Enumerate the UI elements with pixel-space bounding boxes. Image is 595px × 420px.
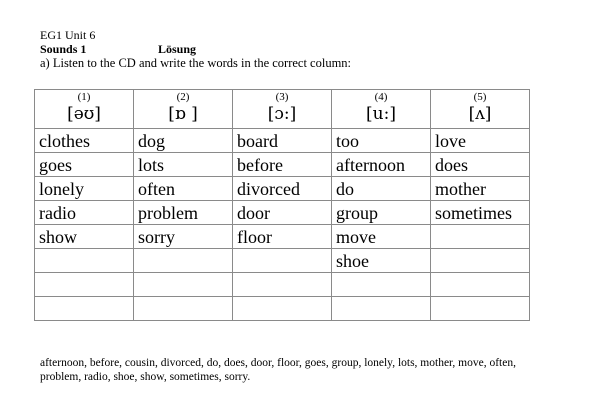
- worksheet-title: Sounds 1: [40, 42, 87, 56]
- phonetic-symbol: [ɔ:]: [267, 104, 297, 124]
- phonetic-symbol: [u:]: [366, 104, 396, 124]
- word-cell: before: [233, 153, 332, 177]
- column-number: (1): [77, 91, 91, 103]
- word-cell: sorry: [134, 225, 233, 249]
- word-list-line: problem, radio, shoe, show, sometimes, sorry.: [40, 371, 251, 383]
- word-cell: [35, 249, 134, 273]
- word-cell: [332, 297, 431, 321]
- instruction-text: a) Listen to the CD and write the words in the correct column:: [40, 56, 352, 70]
- table-row: [35, 273, 530, 297]
- word-cell: does: [431, 153, 530, 177]
- word-cell: problem: [134, 201, 233, 225]
- word-cell: goes: [35, 153, 134, 177]
- word-cell: often: [134, 177, 233, 201]
- word-cell: move: [332, 225, 431, 249]
- word-cell: [233, 297, 332, 321]
- column-number: (5): [473, 91, 487, 103]
- word-cell: divorced: [233, 177, 332, 201]
- course-label: EG1 Unit 6: [40, 28, 96, 42]
- column-number: (3): [275, 91, 289, 103]
- table-row: [35, 177, 530, 201]
- column-number: (4): [374, 91, 388, 103]
- word-cell: do: [332, 177, 431, 201]
- table-row: [35, 297, 530, 321]
- column-header-1: [35, 90, 134, 129]
- word-cell: [431, 225, 530, 249]
- table-row: [35, 153, 530, 177]
- word-cell: [134, 249, 233, 273]
- word-cell: [332, 273, 431, 297]
- word-cell: [35, 273, 134, 297]
- table-row: [35, 249, 530, 273]
- title-row: [40, 42, 560, 56]
- word-cell: [233, 249, 332, 273]
- word-cell: lonely: [35, 177, 134, 201]
- word-cell: too: [332, 129, 431, 153]
- word-cell: [431, 297, 530, 321]
- word-cell: door: [233, 201, 332, 225]
- word-cell: lots: [134, 153, 233, 177]
- word-cell: [134, 297, 233, 321]
- word-cell: radio: [35, 201, 134, 225]
- column-header-2: [134, 90, 233, 129]
- word-cell: board: [233, 129, 332, 153]
- word-cell: show: [35, 225, 134, 249]
- phonetic-symbol: [əʊ]: [67, 104, 101, 124]
- phonetic-symbol: [ɒ ]: [168, 104, 198, 124]
- word-cell: dog: [134, 129, 233, 153]
- word-cell: group: [332, 201, 431, 225]
- table-row: [35, 129, 530, 153]
- word-cell: sometimes: [431, 201, 530, 225]
- word-cell: afternoon: [332, 153, 431, 177]
- word-cell: clothes: [35, 129, 134, 153]
- word-cell: [431, 273, 530, 297]
- column-number: (2): [176, 91, 190, 103]
- word-cell: [134, 273, 233, 297]
- solution-label: Lösung: [158, 42, 197, 56]
- word-cell: mother: [431, 177, 530, 201]
- column-header-3: [233, 90, 332, 129]
- word-cell: [35, 297, 134, 321]
- word-cell: floor: [233, 225, 332, 249]
- word-cell: love: [431, 129, 530, 153]
- word-list-line: afternoon, before, cousin, divorced, do, does, door, floor, goes, group, lonely, lots, mother, move, often,: [40, 357, 516, 369]
- table-row: [35, 201, 530, 225]
- word-cell: [233, 273, 332, 297]
- table-header-row: [35, 90, 530, 129]
- column-header-5: [431, 90, 530, 129]
- word-list: [40, 356, 560, 384]
- worksheet-header: [40, 28, 560, 71]
- phonetic-symbol: [ʌ]: [468, 104, 492, 124]
- column-header-4: [332, 90, 431, 129]
- word-cell: [431, 249, 530, 273]
- sounds-table: [34, 89, 530, 321]
- table-row: [35, 225, 530, 249]
- word-cell: shoe: [332, 249, 431, 273]
